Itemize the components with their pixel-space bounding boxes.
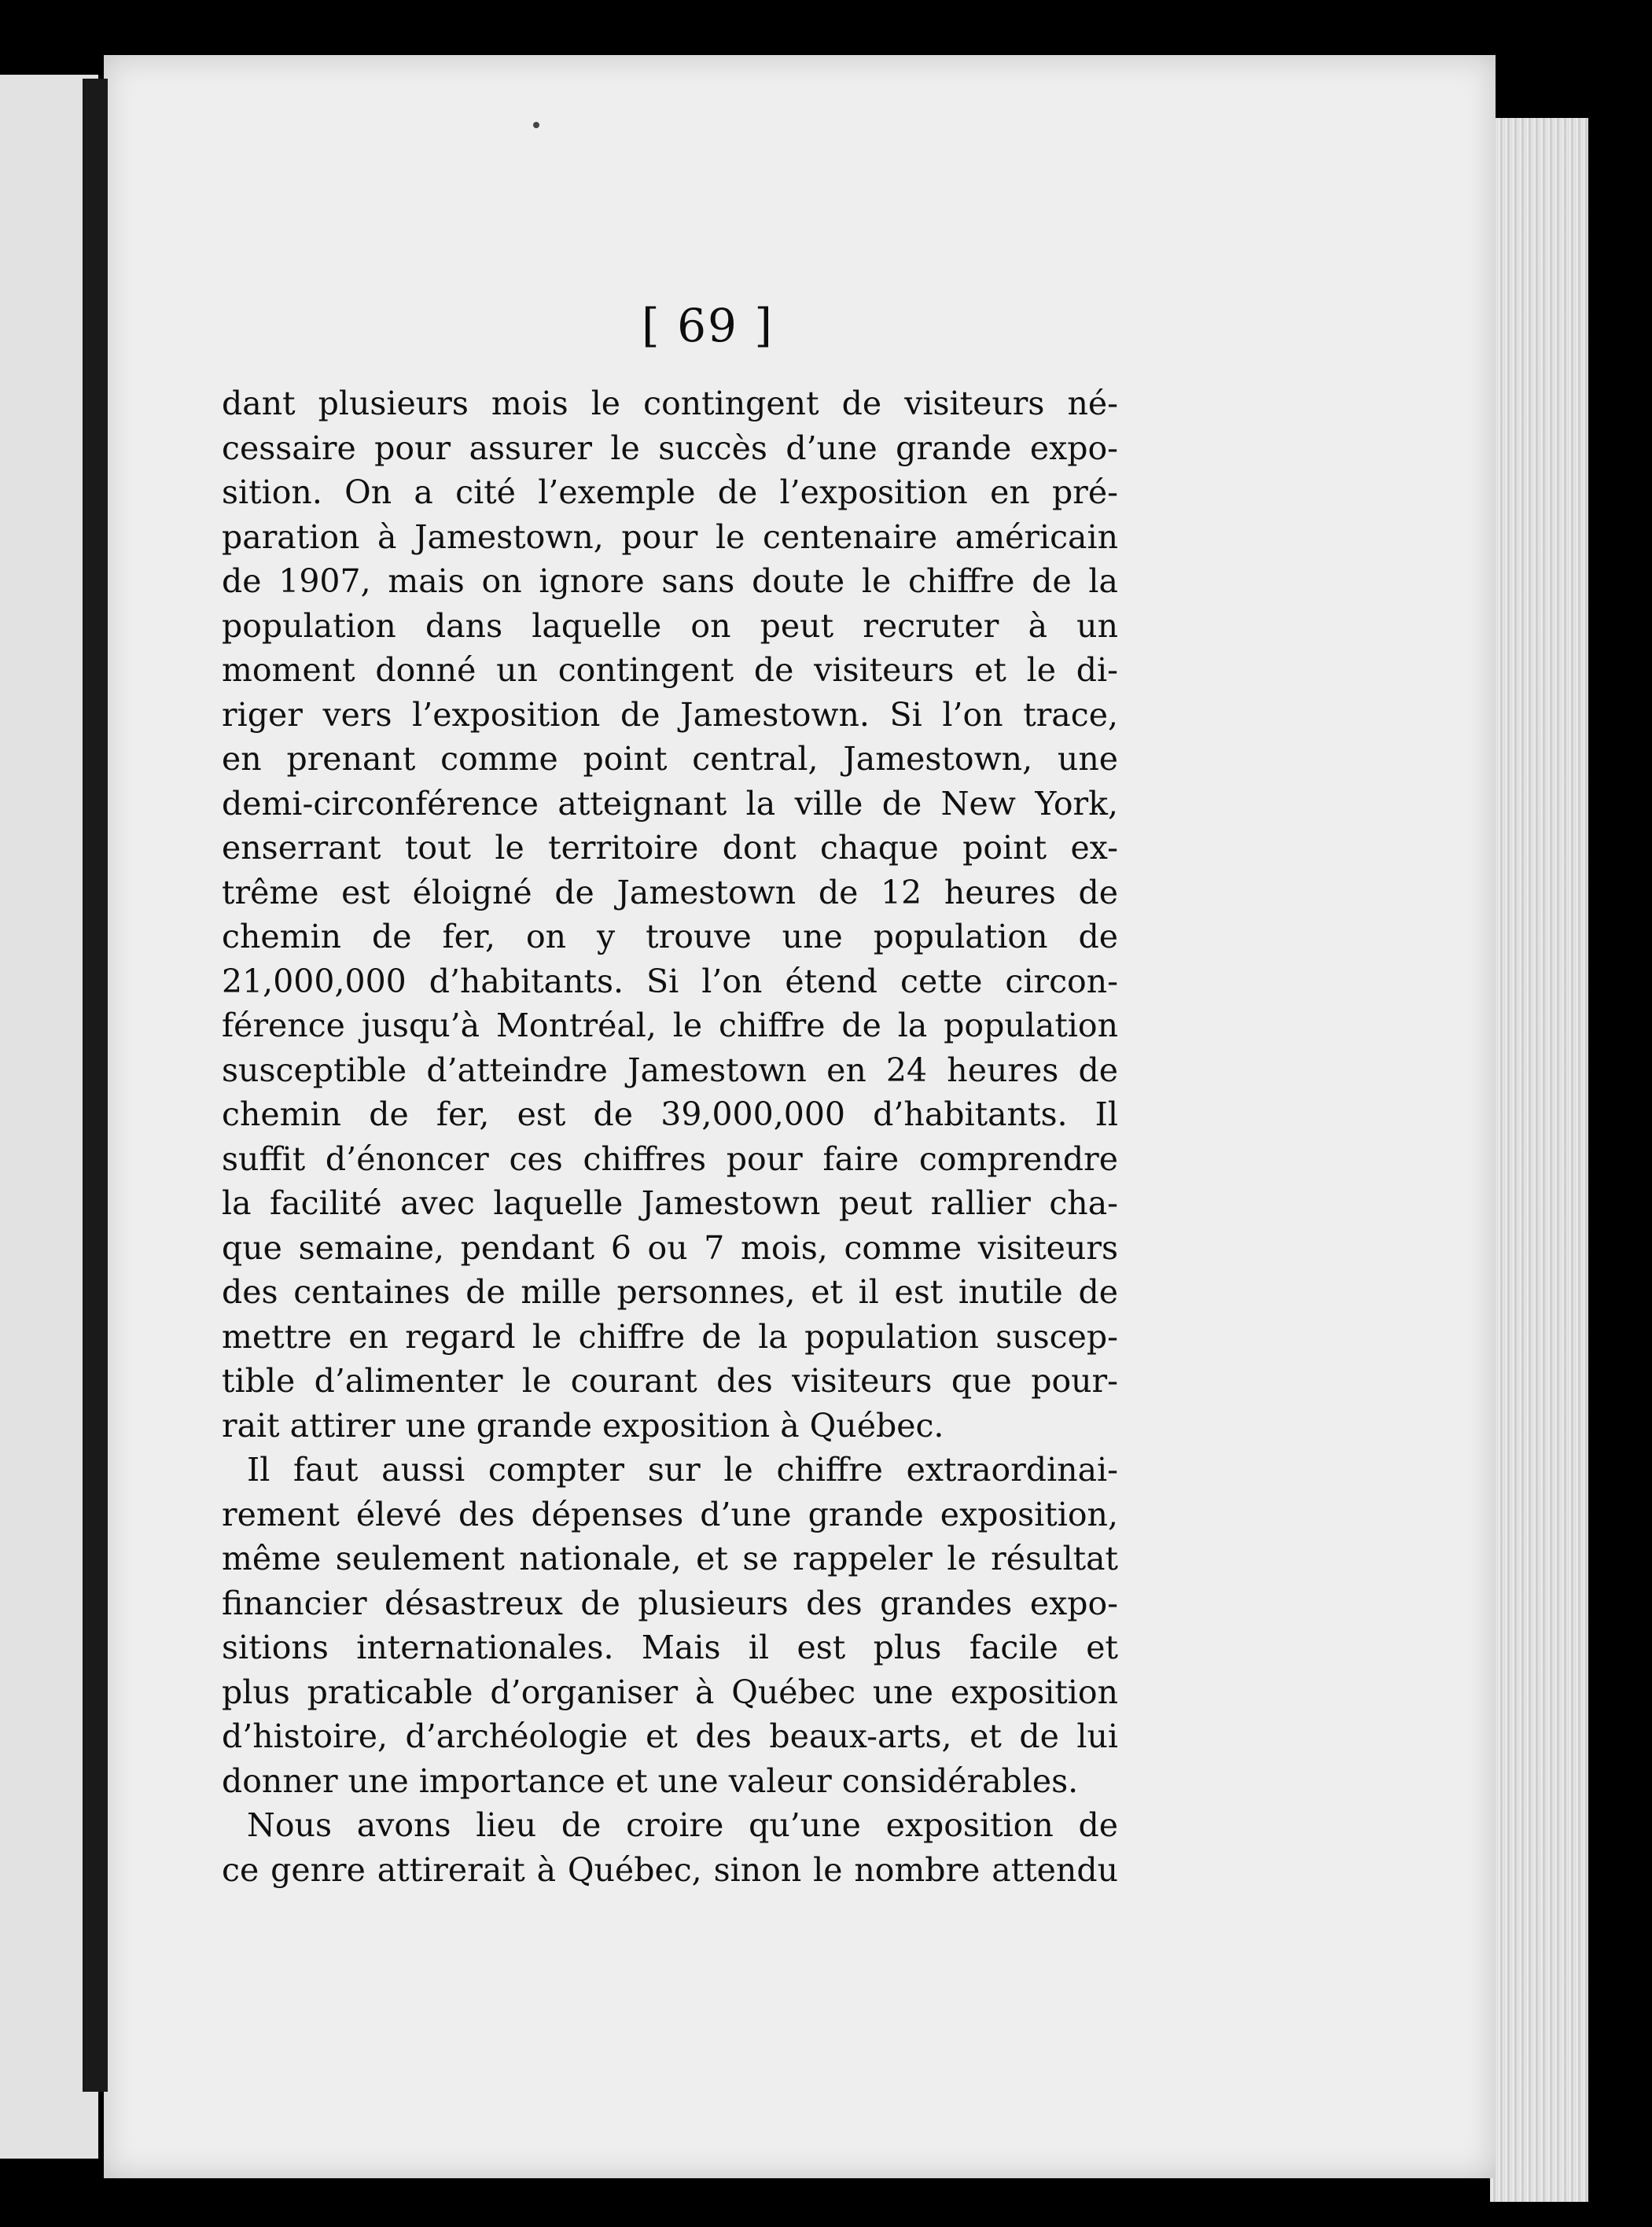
text-line: des centaines de mille personnes, et il est inutile de [222,1273,1118,1311]
dust-speck [533,122,539,128]
text-line: rement élevé des dépenses d’une grande exposition, [222,1495,1118,1533]
text-line: cessaire pour assurer le succès d’une grande expo- [222,429,1118,467]
text-line: mettre en regard le chiffre de la population suscep- [222,1317,1118,1356]
text-line: chemin de fer, on y trouve une population de [222,918,1118,955]
text-line: demi-circonférence atteignant la ville de New York, [222,784,1118,823]
text-line: trême est éloigné de Jamestown de 12 heures de [222,873,1118,911]
text-line: rait attirer une grande exposition à Québec. [222,1406,944,1445]
text-line: 21,000,000 d’habitants. Si l’on étend cette circon- [222,962,1118,1000]
text-line: enserrant tout le territoire dont chaque point ex- [222,829,1118,867]
text-line: que semaine, pendant 6 ou 7 mois, comme visiteurs [222,1228,1118,1267]
text-line: Il faut aussi compter sur le chiffre extraordinai- [247,1451,1118,1489]
page-fore-edge [1490,118,1588,2202]
page-body-text [222,381,1118,1892]
text-line: ce genre attirerait à Québec, sinon le nombre attendu [222,1850,1118,1889]
text-line: paration à Jamestown, pour le centenaire américain [222,517,1118,556]
text-line: férence jusqu’à Montréal, le chiffre de la population [222,1007,1118,1044]
book-spine [83,79,108,2092]
text-line: sitions internationales. Mais il est plus facile et [222,1629,1118,1666]
text-line: chemin de fer, est de 39,000,000 d’habitants. Il [222,1095,1118,1133]
page-number-header: [ 69 ] [642,299,774,352]
text-line: susceptible d’atteindre Jamestown en 24 heures de [222,1051,1118,1089]
text-line: de 1907, mais on ignore sans doute le chiffre de la [222,562,1118,600]
text-line: moment donné un contingent de visiteurs et le di- [222,651,1118,689]
text-line: Nous avons lieu de croire qu’une exposition de [247,1806,1118,1844]
text-line: la facilité avec laquelle Jamestown peut rallier cha- [222,1184,1118,1222]
text-line: riger vers l’exposition de Jamestown. Si l’on trace, [222,695,1118,734]
text-line: même seulement nationale, et se rappeler le résultat [222,1540,1118,1577]
text-line: donner une importance et une valeur considérables. [222,1761,1079,1800]
text-line: population dans laquelle on peut recruter à un [222,606,1118,645]
text-line: en prenant comme point central, Jamestown, une [222,740,1118,778]
text-line: plus praticable d’organiser à Québec une exposition [222,1673,1118,1711]
text-line: financier désastreux de plusieurs des grandes expo- [222,1584,1118,1622]
text-line: dant plusieurs mois le contingent de visiteurs né- [222,385,1118,422]
text-line: sition. On a cité l’exemple de l’exposition en pré- [222,473,1118,511]
text-line: suffit d’énoncer ces chiffres pour faire comprendre [222,1139,1118,1178]
text-line: tible d’alimenter le courant des visiteurs que pour- [222,1362,1118,1400]
text-line: d’histoire, d’archéologie et des beaux-arts, et de lui [222,1717,1118,1755]
